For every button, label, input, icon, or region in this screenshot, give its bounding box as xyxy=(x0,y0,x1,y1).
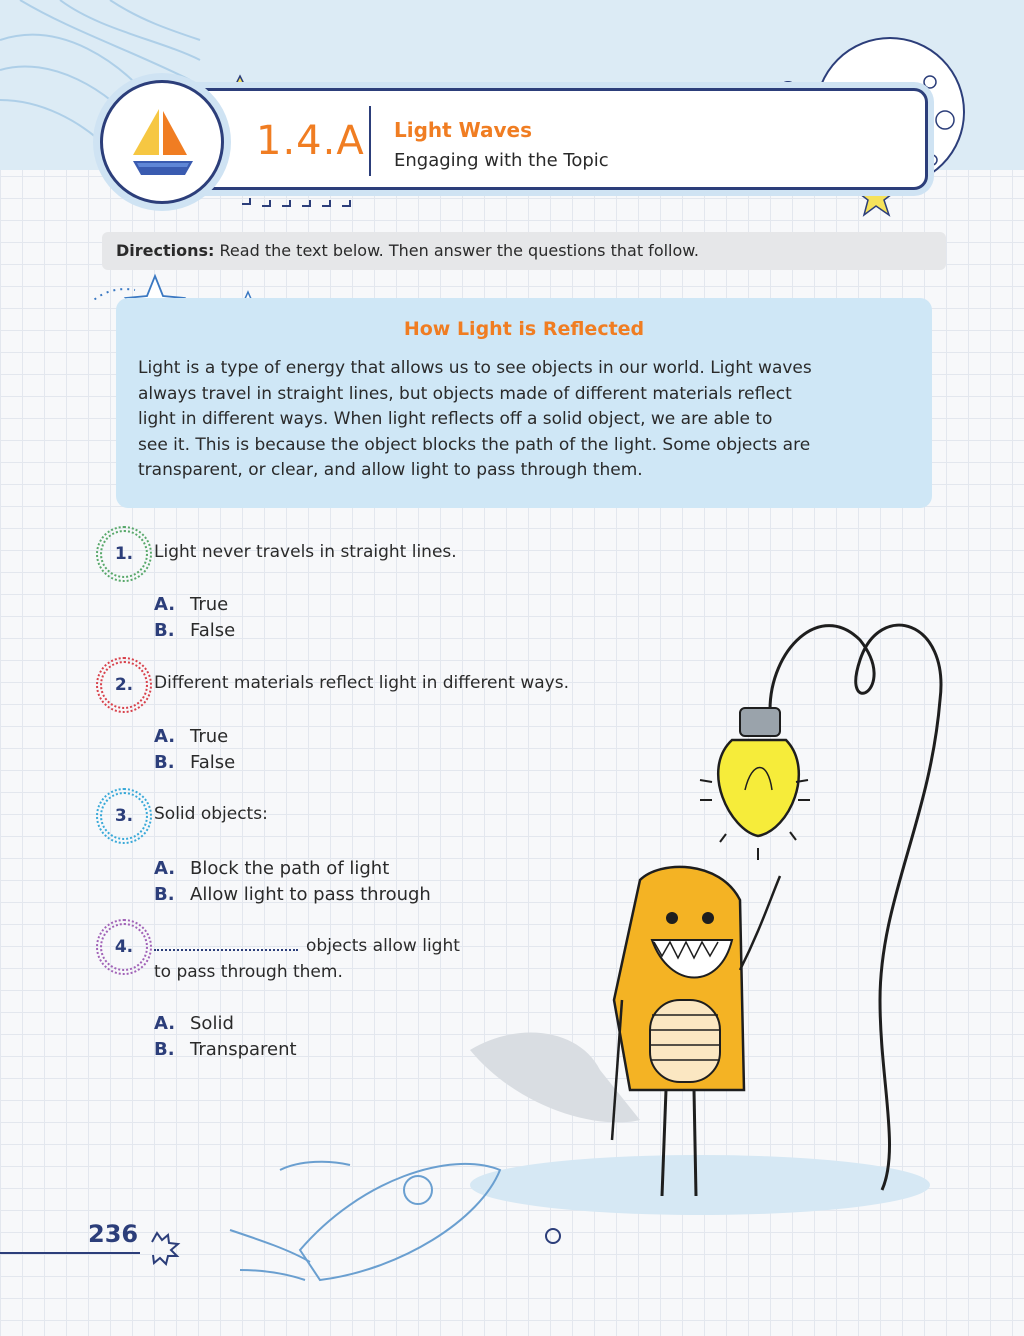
passage-line: always travel in straight lines, but objects made of different materials reflect xyxy=(138,383,792,404)
passage-body xyxy=(138,356,910,484)
answer-option[interactable]: A. True xyxy=(154,594,229,615)
question-number: 4. xyxy=(100,923,148,971)
sailboat-icon xyxy=(103,83,221,201)
answer-option[interactable]: A. Solid xyxy=(154,1013,234,1034)
question-number: 1. xyxy=(100,530,148,578)
question-text: Solid objects: xyxy=(154,804,268,824)
question-text: Different materials reflect light in different ways. xyxy=(154,673,570,693)
directions-text: Read the text below. Then answer the questions that follow. xyxy=(219,241,699,260)
fill-in-blank[interactable] xyxy=(154,949,298,951)
lesson-code: 1.4.A xyxy=(256,118,365,164)
monster-illustration xyxy=(612,867,780,1196)
rocket-icon xyxy=(230,1162,500,1280)
answer-option[interactable]: B. False xyxy=(154,620,236,641)
lesson-title: Light Waves xyxy=(394,118,533,142)
page-number-rule xyxy=(0,1252,140,1254)
lightbulb-icon xyxy=(700,625,941,1190)
ground-shadow xyxy=(470,1155,930,1215)
reading-passage xyxy=(116,298,932,508)
directions-label: Directions: xyxy=(116,241,215,260)
star-icon xyxy=(126,276,262,300)
monster-shadow xyxy=(470,1033,640,1123)
lesson-subtitle: Engaging with the Topic xyxy=(394,150,609,171)
passage-title: How Light is Reflected xyxy=(403,318,645,340)
passage-line: see it. This is because the object blocks the path of the light. Some objects are xyxy=(138,434,811,455)
lesson-badge xyxy=(100,80,224,204)
answer-option[interactable]: B. Transparent xyxy=(154,1039,297,1060)
question-text: objects allow light xyxy=(154,936,460,956)
directions-bar xyxy=(102,232,946,270)
star-icon xyxy=(152,1233,178,1264)
passage-line: Light is a type of energy that allows us to see objects in our world. Light waves xyxy=(138,358,812,378)
passage-line: transparent, or clear, and allow light to pass through them. xyxy=(138,460,643,480)
dash-marks xyxy=(242,198,350,206)
title-divider xyxy=(369,106,371,176)
question-number: 2. xyxy=(100,661,148,709)
question-text-continued: to pass through them. xyxy=(154,962,343,982)
answer-option[interactable]: A. True xyxy=(154,726,229,747)
answer-option[interactable]: B. Allow light to pass through xyxy=(154,884,431,905)
answer-option[interactable]: B. False xyxy=(154,752,236,773)
dot-decoration xyxy=(546,1229,560,1243)
page-number: 236 xyxy=(88,1220,139,1248)
passage-line: light in different ways. When light reflects off a solid object, we are able to xyxy=(138,409,773,429)
answer-option[interactable]: A. Block the path of light xyxy=(154,858,390,879)
question-number: 3. xyxy=(100,792,148,840)
question-text: Light never travels in straight lines. xyxy=(154,542,457,562)
